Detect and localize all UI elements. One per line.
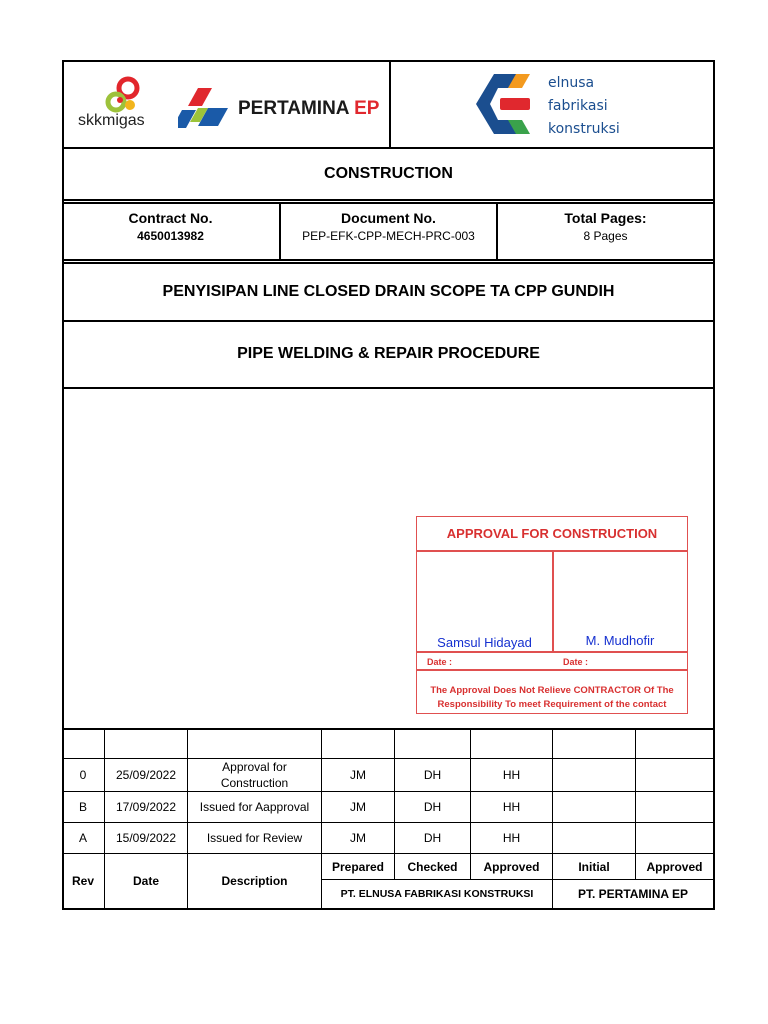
contract-block xyxy=(62,210,279,243)
signature-name-left: Samsul Hidayad xyxy=(437,635,532,650)
date-right: Date : xyxy=(563,657,589,667)
elnusa-logo xyxy=(472,72,642,138)
approval-stamp xyxy=(416,516,688,714)
prepared-cell: JM xyxy=(350,831,366,845)
checked-cell: DH xyxy=(423,831,442,845)
stamp-divider xyxy=(417,669,687,671)
description-cell xyxy=(188,758,321,791)
pages-label: Total Pages: xyxy=(564,210,647,226)
description-cell: Issued for Aapproval xyxy=(199,800,310,814)
pages-block xyxy=(498,210,713,243)
approved-cell: HH xyxy=(502,800,521,814)
elnusa-wordmark-line1: elnusa xyxy=(548,75,595,91)
prepared-cell: JM xyxy=(350,800,366,814)
stamp-note xyxy=(417,684,687,712)
divider xyxy=(62,387,715,389)
stamp-title: APPROVAL FOR CONSTRUCTION xyxy=(446,526,658,541)
contract-value: 4650013982 xyxy=(137,229,204,243)
document-block xyxy=(281,210,496,243)
divider xyxy=(62,259,715,261)
description-cell: Issued for Review xyxy=(206,831,303,845)
stamp-note-line1: The Approval Does Not Relieve CONTRACTOR Of The xyxy=(430,685,674,696)
elnusa-icon xyxy=(472,72,536,136)
document-label: Document No. xyxy=(341,210,436,226)
approved-client-header: Approved xyxy=(646,859,703,874)
rev-header: Rev xyxy=(71,874,94,888)
divider xyxy=(62,202,715,204)
logo-divider xyxy=(389,60,391,149)
company-left: PT. ELNUSA FABRIKASI KONSTRUKSI xyxy=(340,888,534,900)
section-title: CONSTRUCTION xyxy=(324,165,453,182)
pertamina-icon xyxy=(178,86,230,130)
pages-value: 8 Pages xyxy=(583,229,628,243)
description-header: Description xyxy=(221,874,288,888)
checked-cell: DH xyxy=(423,768,442,782)
date-cell: 25/09/2022 xyxy=(115,768,177,782)
checked-cell: DH xyxy=(423,800,442,814)
signature-name-right: M. Mudhofir xyxy=(585,633,655,648)
document-title: PIPE WELDING & REPAIR PROCEDURE xyxy=(237,345,540,362)
rev-cell: A xyxy=(78,831,87,845)
divider xyxy=(62,199,715,201)
elnusa-wordmark-line3: konstruksi xyxy=(548,121,620,137)
stamp-divider xyxy=(417,651,687,653)
skkmigas-logo xyxy=(76,74,172,134)
skkmigas-wordmark: skkmigas xyxy=(78,112,145,129)
rev-cell: 0 xyxy=(79,768,87,782)
pertamina-wordmark: PERTAMINA xyxy=(238,98,349,119)
date-cell: 17/09/2022 xyxy=(115,800,177,814)
initial-header: Initial xyxy=(578,859,610,874)
checked-header: Checked xyxy=(407,859,458,874)
company-right: PT. PERTAMINA EP xyxy=(577,887,688,901)
elnusa-wordmark-line2: fabrikasi xyxy=(548,98,608,114)
approved-cell: HH xyxy=(502,768,521,782)
document-value: PEP-EFK-CPP-MECH-PRC-003 xyxy=(302,229,475,243)
prepared-header: Prepared xyxy=(331,859,385,874)
approved-header: Approved xyxy=(483,859,540,874)
prepared-cell: JM xyxy=(350,768,366,782)
project-title: PENYISIPAN LINE CLOSED DRAIN SCOPE TA CPP GUNDIH xyxy=(162,283,615,300)
approved-cell: HH xyxy=(502,831,521,845)
rev-cell: B xyxy=(78,800,87,814)
pertamina-logo xyxy=(178,86,388,130)
date-header: Date xyxy=(132,874,159,888)
description-line1: Approval for xyxy=(222,759,287,774)
contract-label: Contract No. xyxy=(128,210,213,226)
stamp-note-line2: Responsibility To meet Requirement of the contact xyxy=(437,699,667,710)
divider xyxy=(62,728,715,730)
date-left: Date : xyxy=(427,657,453,667)
date-cell: 15/09/2022 xyxy=(115,831,177,845)
description-line2: Construction xyxy=(220,775,289,790)
pertamina-ep-wordmark: EP xyxy=(354,98,380,119)
